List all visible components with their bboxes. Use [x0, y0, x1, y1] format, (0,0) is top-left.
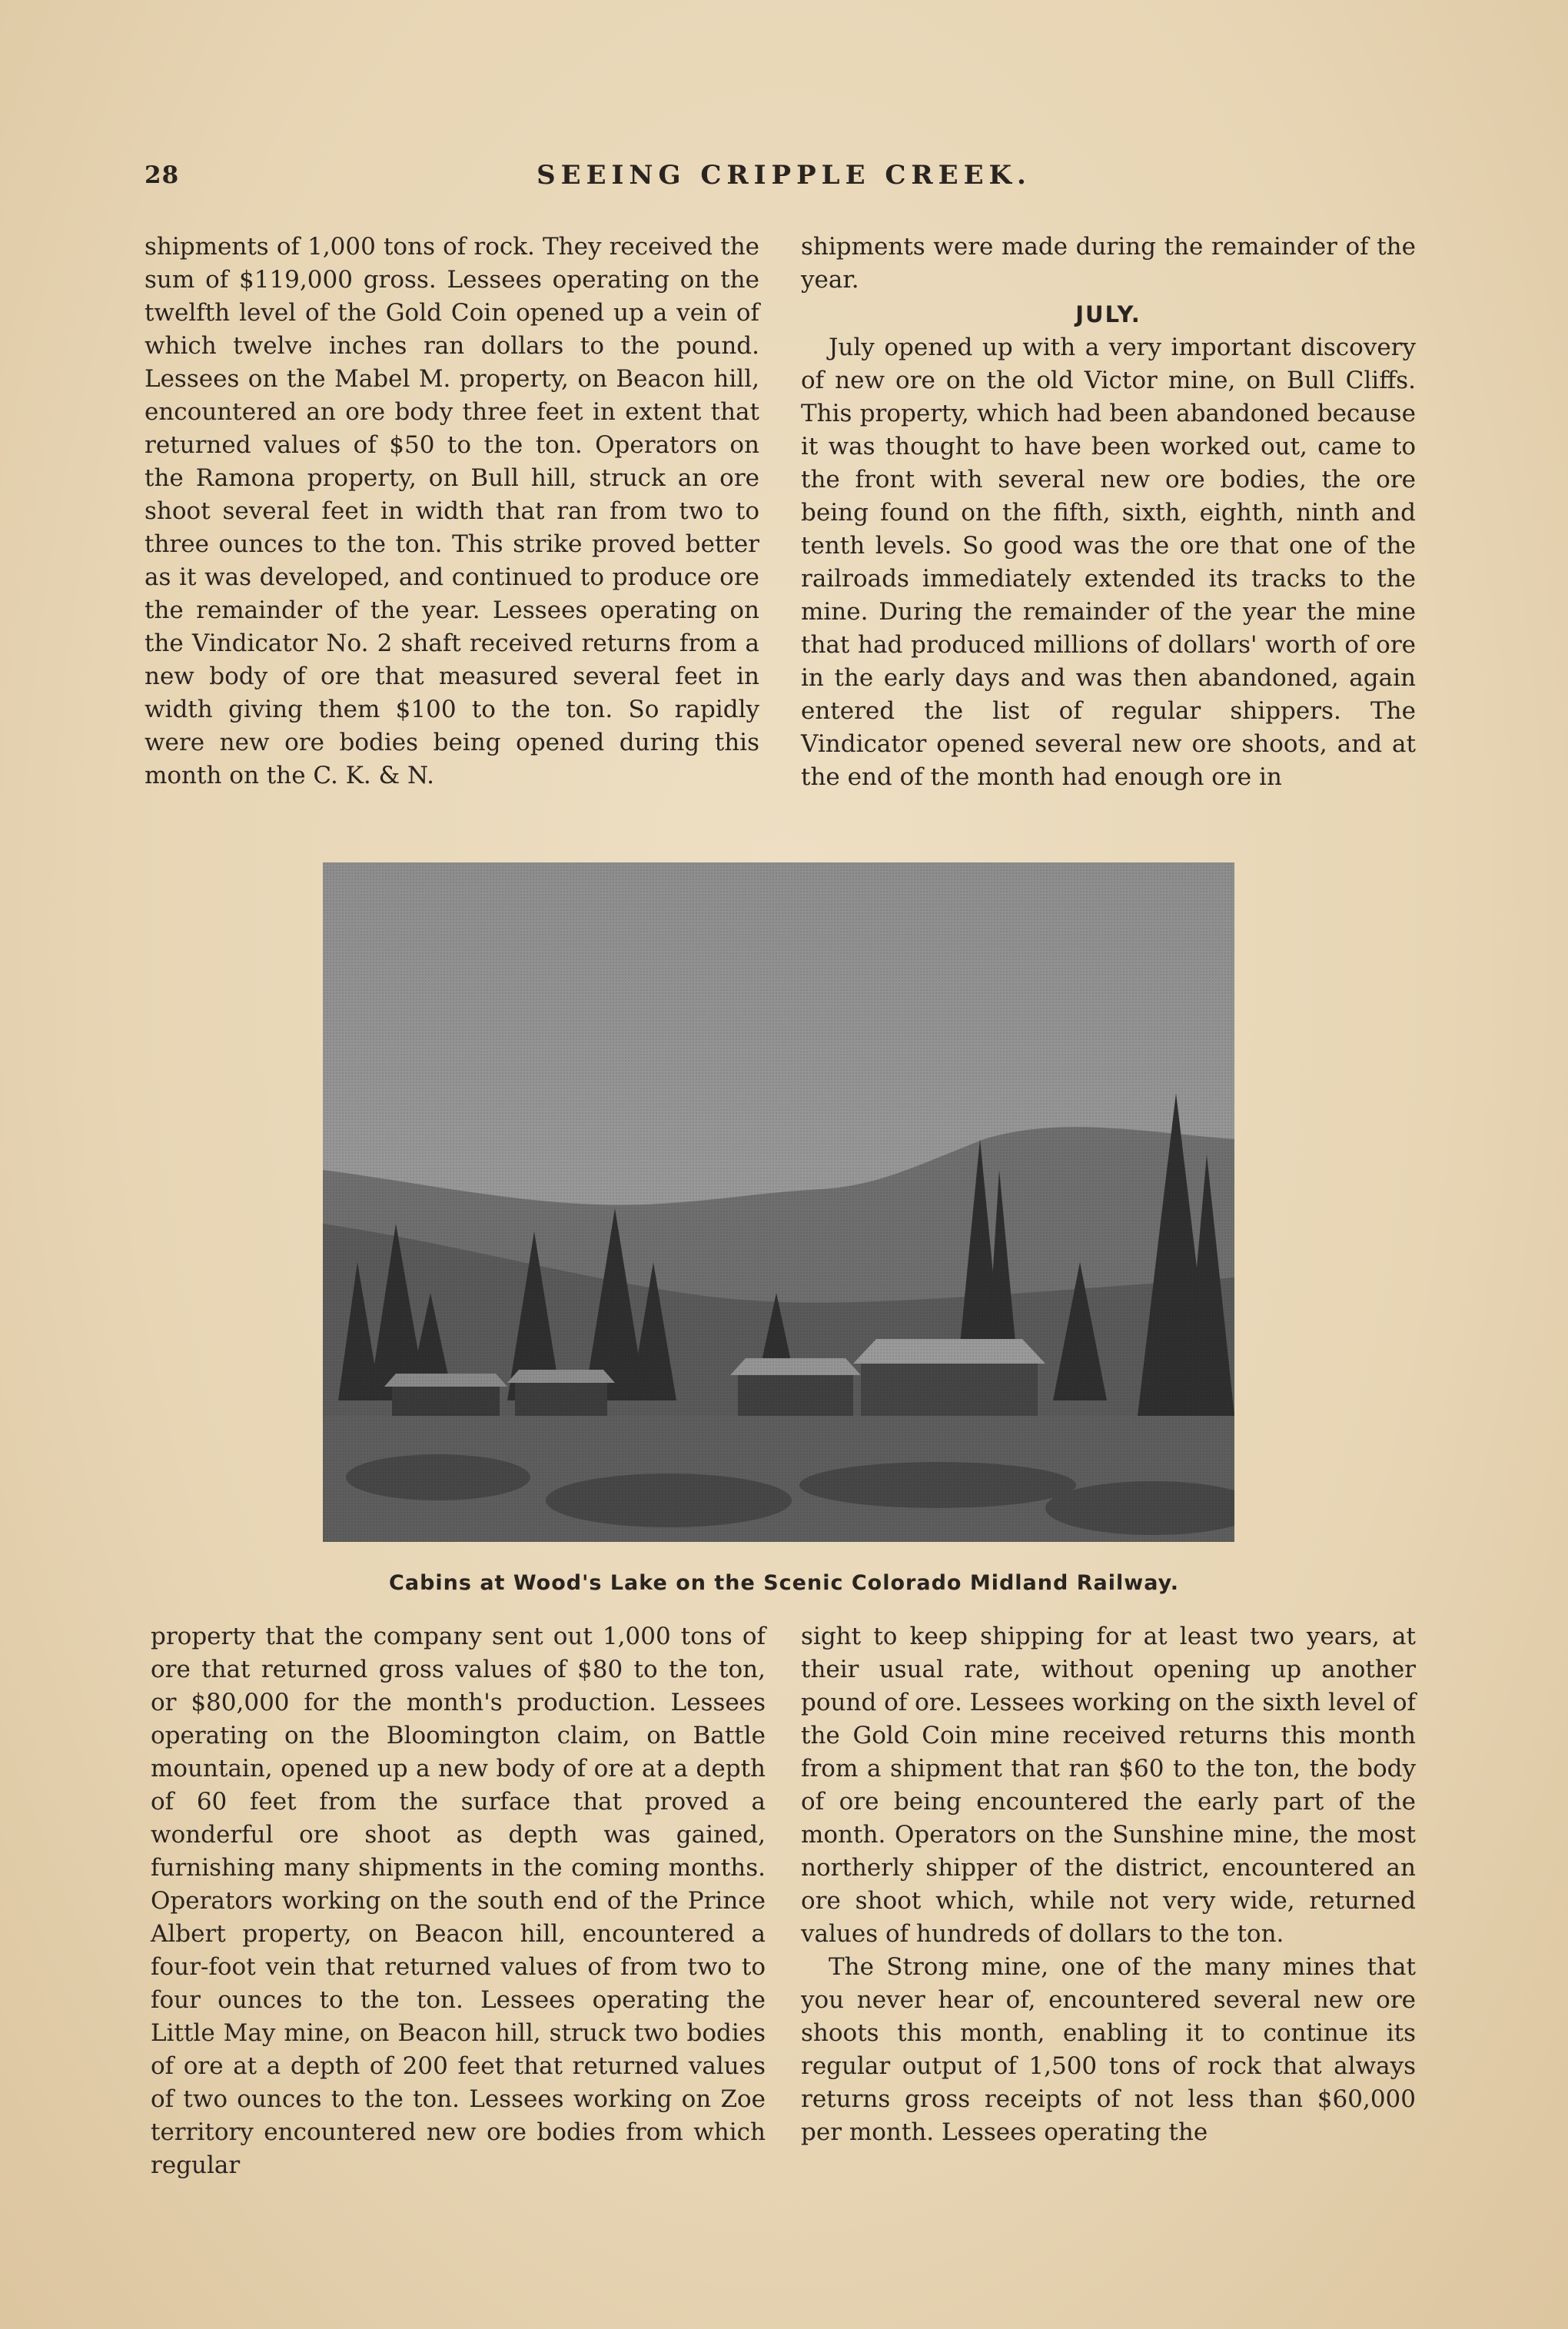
paragraph: property that the company sent out 1,000 tons of ore that returned gross values of $80 to the ton, or $80,000 for the month's production. Lessees operating on the Bloomington claim, on Battle mountain, opened up a new body of ore at a depth of 60 feet from the surface that proved a wonderful ore shoot as depth was gained, furnishing many shipments in the coming months. Operators working on the south end of the Prince Albert property, on Beacon hill, encountered a four-foot vein that returned values of from two to four ounces to the ton. Lessees operating the Little May mine, on Beacon hill, struck two bodies of ore at a depth of 200 feet that returned values of two ounces to the ton. Lessees working on Zoe territory encountered new ore bodies from which regular [151, 1623, 766, 2179]
figure-caption: Cabins at Wood's Lake on the Scenic Colorado Midland Railway. [389, 1571, 1179, 1595]
column-top-left [145, 231, 759, 830]
column-bottom-right [801, 1620, 1416, 2189]
column-top-right [801, 231, 1416, 830]
running-head: SEEING CRIPPLE CREEK. [537, 160, 1031, 191]
column-bottom-left [151, 1620, 766, 2189]
paragraph: July opened up with a very important discovery of new ore on the old Victor mine, on Bull Cliffs. This property, which had been abandoned because it was thought to have been worked out, came to the front with several new ore bodies, the ore being found on the fifth, sixth, eighth, ninth and tenth levels. So good was the ore that one of the railroads immediately extended its tracks to the mine. During the remainder of the year the mine that had produced millions of dollars' worth of ore in the early days and was then abandoned, again entered the list of regular shippers. The Vindicator opened several new ore shoots, and at the end of the month had enough ore in [801, 334, 1416, 791]
page-number: 28 [145, 161, 180, 189]
halftone-screen [323, 862, 1234, 1542]
paragraph: The Strong mine, one of the many mines that you never hear of, encountered several new ore shoots this month, enabling it to continue its regular output of 1,500 tons of rock that always returns gross receipts of not less than $60,000 per month. Lessees operating the [801, 1953, 1416, 2146]
paragraph: shipments were made during the remainder of the year. [801, 233, 1416, 294]
photograph-cabins [323, 862, 1234, 1542]
paragraph: sight to keep shipping for at least two years, at their usual rate, without opening up another pound of ore. Lessees working on the sixth level of the Gold Coin mine received returns this month from a shipment that ran $60 to the ton, the body of ore being encountered the early part of the month. Operators on the Sunshine mine, the most northerly shipper of the district, encountered an ore shoot which, while not very wide, returned values of hundreds of dollars to the ton. [801, 1623, 1416, 1948]
section-heading-july: JULY. [1075, 301, 1141, 327]
paragraph: shipments of 1,000 tons of rock. They received the sum of $119,000 gross. Lessees operating on the twelfth level of the Gold Coin opened up a vein of which twelve inches ran dollars to the pound. Lessees on the Mabel M. property, on Beacon hill, encountered an ore body three feet in extent that returned values of $50 to the ton. Operators on the Ramona property, on Bull hill, struck an ore shoot several feet in width that ran from two to three ounces to the ton. This strike proved better as it was developed, and continued to produce ore the remainder of the year. Lessees operating on the Vindicator No. 2 shaft received returns from a new body of ore that measured several feet in width giving them $100 to the ton. So rapidly were new ore bodies being opened during this month on the C. K. & N. [145, 233, 759, 789]
